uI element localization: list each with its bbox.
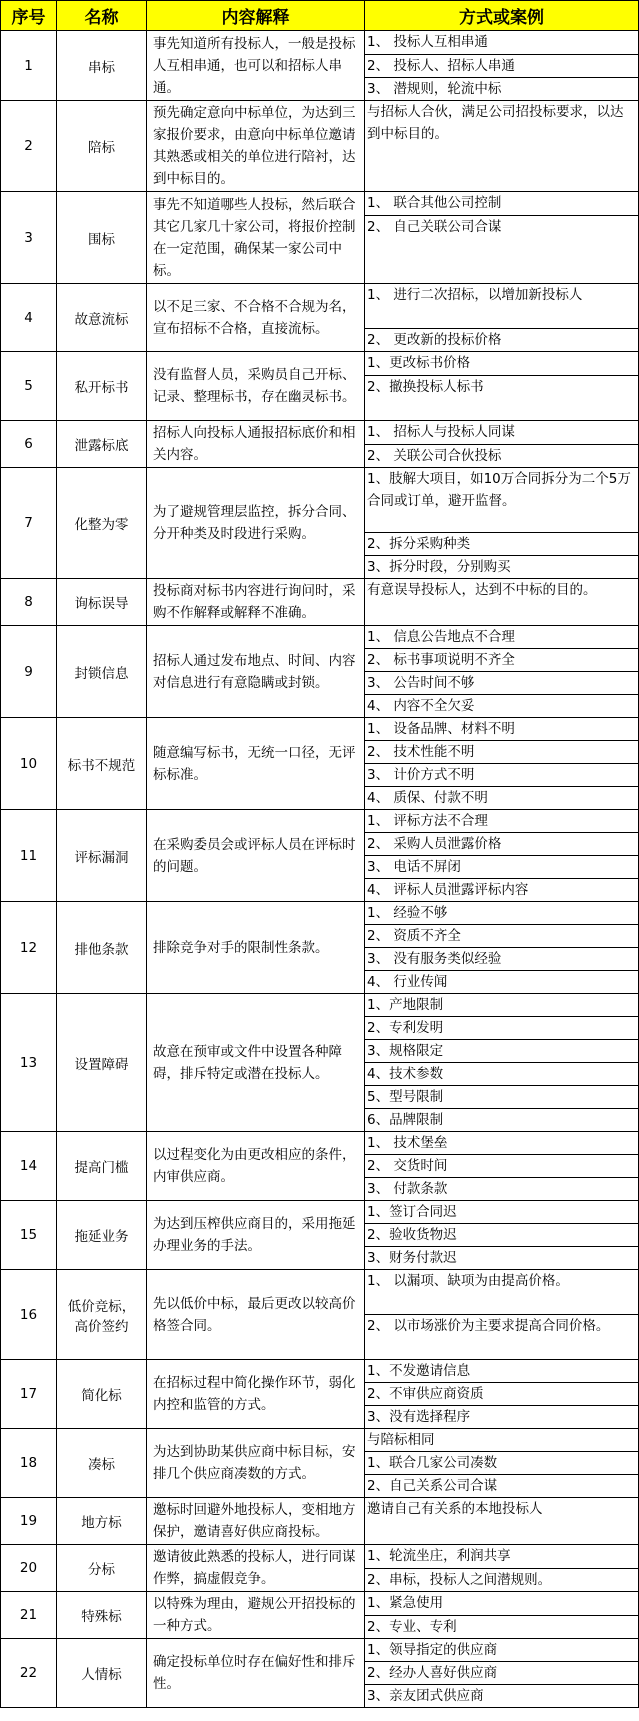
row-number: 18 <box>1 1429 57 1498</box>
table-row <box>1 31 639 55</box>
row-method-cell <box>365 1475 639 1498</box>
row-method: 1、 进行二次招标，以增加新投标人 <box>367 287 583 303</box>
row-method-cell <box>365 352 639 376</box>
row-method: 3、 公告时间不够 <box>367 675 475 691</box>
row-explanation-cell <box>147 1498 365 1545</box>
row-number: 20 <box>1 1545 57 1592</box>
row-method: 2、 技术性能不明 <box>367 744 475 760</box>
row-explanation: 招标人通过发布地点、时间、内容对信息进行有意隐瞒或封锁。 <box>153 652 356 691</box>
row-explanation: 故意在预审或文件中设置各种障碍，排斥特定或潜在投标人。 <box>153 1043 342 1082</box>
row-method: 2、 更改新的投标价格 <box>367 332 502 348</box>
row-number: 10 <box>1 718 57 810</box>
row-method: 6、品牌限制 <box>367 1112 444 1128</box>
row-explanation: 在采购委员会或评标人员在评标时的问题。 <box>153 836 356 875</box>
row-method: 2、专业、专利 <box>367 1618 457 1635</box>
row-method-cell <box>365 649 639 672</box>
row-method-cell <box>365 1429 639 1452</box>
row-method-cell <box>365 1662 639 1685</box>
row-method: 1、 信息公告地点不合理 <box>367 629 515 645</box>
row-method-cell <box>365 192 639 216</box>
row-method-cell <box>365 1315 639 1360</box>
row-explanation-cell <box>147 192 365 284</box>
header-methods: 方式或案例 <box>365 1 639 31</box>
row-explanation-cell <box>147 284 365 352</box>
row-number: 15 <box>1 1201 57 1270</box>
row-method: 邀请自己有关系的本地投标人 <box>367 1501 543 1517</box>
row-method: 2、自己关系公司合谋 <box>367 1478 498 1494</box>
row-name: 人情标 <box>57 1639 147 1708</box>
row-method: 1、 招标人与投标人同谋 <box>367 424 515 440</box>
row-method: 1、 设备品牌、材料不明 <box>367 721 515 737</box>
row-method: 5、型号限制 <box>367 1089 444 1105</box>
row-number: 12 <box>1 902 57 994</box>
row-explanation: 排除竞争对手的限制性条款。 <box>153 939 329 956</box>
row-name: 标书不规范 <box>57 718 147 810</box>
header-row <box>1 1 639 31</box>
row-name: 凑标 <box>57 1429 147 1498</box>
row-method: 3、拆分时段，分别购买 <box>367 559 511 575</box>
row-explanation-cell <box>147 579 365 626</box>
row-explanation: 随意编写标书，无统一口径，无评标标准。 <box>153 744 356 783</box>
row-method: 2、 投标人、招标人串通 <box>367 58 515 74</box>
row-method-cell <box>365 579 639 626</box>
row-method: 1、 评标方法不合理 <box>367 813 488 829</box>
row-explanation-cell <box>147 1132 365 1201</box>
row-number: 6 <box>1 421 57 468</box>
header-name: 名称 <box>57 1 147 31</box>
row-method-cell <box>365 879 639 902</box>
row-name: 排他条款 <box>57 902 147 994</box>
row-method-cell <box>365 329 639 352</box>
row-method: 2、串标，投标人之间潜规则。 <box>367 1571 552 1588</box>
row-name: 询标误导 <box>57 579 147 626</box>
row-method: 2、验收货物迟 <box>367 1227 457 1243</box>
table-row <box>1 1201 639 1224</box>
row-explanation-cell <box>147 718 365 810</box>
row-explanation: 为达到压榨供应商目的，采用拖延办理业务的手法。 <box>153 1216 356 1254</box>
row-name: 封锁信息 <box>57 626 147 718</box>
row-method-cell <box>365 1498 639 1545</box>
row-method: 1、轮流坐庄，利润共享 <box>367 1548 511 1564</box>
row-method: 1、 以漏项、缺项为由提高价格。 <box>367 1273 569 1289</box>
row-method-cell <box>365 78 639 101</box>
row-method-cell <box>365 1383 639 1406</box>
row-method: 1、领导指定的供应商 <box>367 1642 498 1658</box>
row-explanation-cell <box>147 626 365 718</box>
row-method: 2、拆分采购种类 <box>367 536 471 552</box>
row-name: 提高门槛 <box>57 1132 147 1201</box>
row-explanation: 没有监督人员，采购员自己开标、记录、整理标书，存在幽灵标书。 <box>153 367 356 405</box>
row-name: 地方标 <box>57 1498 147 1545</box>
row-method-cell <box>365 1592 639 1616</box>
table-row <box>1 1429 639 1452</box>
row-method: 1、紧急使用 <box>367 1595 444 1611</box>
row-explanation: 以不足三家、不合格不合规为名，宣布招标不合格，直接流标。 <box>153 298 356 337</box>
row-method-cell <box>365 376 639 421</box>
row-method: 3、亲友团式供应商 <box>367 1688 484 1704</box>
header-number: 序号 <box>1 1 57 31</box>
table-row <box>1 1270 639 1315</box>
row-method-cell <box>365 1406 639 1429</box>
row-number: 2 <box>1 101 57 192</box>
row-explanation: 邀标时回避外地投标人，变相地方保护，邀请喜好供应商投标。 <box>153 1502 356 1540</box>
row-method-cell <box>365 626 639 649</box>
row-method: 2、 关联公司合伙投标 <box>367 447 502 464</box>
row-method-cell <box>365 1247 639 1270</box>
row-explanation-cell <box>147 1429 365 1498</box>
row-explanation: 投标商对标书内容进行询问时，采购不作解释或解释不准确。 <box>153 583 356 621</box>
row-method-cell <box>365 787 639 810</box>
table-row <box>1 101 639 192</box>
row-method-cell <box>365 1545 639 1569</box>
row-name: 陪标 <box>57 101 147 192</box>
row-method-cell <box>365 1155 639 1178</box>
row-number: 21 <box>1 1592 57 1639</box>
table-row <box>1 626 639 649</box>
row-explanation-cell <box>147 1270 365 1360</box>
row-method-cell <box>365 216 639 284</box>
row-name: 私开标书 <box>57 352 147 421</box>
row-explanation-cell <box>147 468 365 579</box>
row-method: 2、 资质不齐全 <box>367 928 461 944</box>
row-method: 4、 质保、付款不明 <box>367 790 488 806</box>
row-method: 有意误导投标人，达到不中标的目的。 <box>367 582 597 598</box>
row-method-cell <box>365 1685 639 1708</box>
row-method-cell <box>365 925 639 948</box>
row-method: 2、经办人喜好供应商 <box>367 1665 498 1681</box>
row-explanation-cell <box>147 902 365 994</box>
row-method-cell <box>365 948 639 971</box>
row-name: 围标 <box>57 192 147 284</box>
table-row <box>1 352 639 376</box>
row-explanation-cell <box>147 101 365 192</box>
row-explanation: 为达到协助某供应商中标目标，安排几个供应商凑数的方式。 <box>153 1444 356 1482</box>
row-method-cell <box>365 971 639 994</box>
table-row <box>1 421 639 445</box>
row-method-cell <box>365 1270 639 1315</box>
row-method-cell <box>365 833 639 856</box>
row-method-cell <box>365 444 639 468</box>
table-row <box>1 579 639 626</box>
row-method: 3、财务付款迟 <box>367 1250 457 1266</box>
table-row <box>1 718 639 741</box>
row-method-cell <box>365 902 639 925</box>
table-row <box>1 468 639 533</box>
row-method: 与陪标相同 <box>367 1432 435 1448</box>
table-row <box>1 1498 639 1545</box>
row-explanation: 以特殊为理由，避规公开招投标的一种方式。 <box>153 1596 356 1634</box>
row-number: 7 <box>1 468 57 579</box>
row-number: 19 <box>1 1498 57 1545</box>
row-number: 11 <box>1 810 57 902</box>
row-method-cell <box>365 1132 639 1155</box>
row-method-cell <box>365 468 639 533</box>
row-explanation-cell <box>147 352 365 421</box>
row-name: 简化标 <box>57 1360 147 1429</box>
row-number: 22 <box>1 1639 57 1708</box>
row-method: 2、 以市场涨价为主要求提高合同价格。 <box>367 1318 610 1334</box>
row-method: 1、更改标书价格 <box>367 355 471 371</box>
row-name: 拖延业务 <box>57 1201 147 1270</box>
table-row <box>1 1592 639 1616</box>
row-explanation-cell <box>147 1639 365 1708</box>
row-method: 4、 行业传闻 <box>367 974 448 990</box>
header-explanation: 内容解释 <box>147 1 365 31</box>
row-number: 14 <box>1 1132 57 1201</box>
row-method-cell <box>365 1639 639 1662</box>
row-name: 分标 <box>57 1545 147 1592</box>
row-name: 特殊标 <box>57 1592 147 1639</box>
row-method: 2、 自己关联公司合谋 <box>367 219 502 235</box>
table-row <box>1 810 639 833</box>
row-method-cell <box>365 1178 639 1201</box>
row-method-cell <box>365 1017 639 1040</box>
row-explanation-cell <box>147 31 365 101</box>
table-body <box>1 31 639 1708</box>
row-method-cell <box>365 1063 639 1086</box>
row-number: 16 <box>1 1270 57 1360</box>
row-method: 3、 计价方式不明 <box>367 767 475 783</box>
row-method-cell <box>365 1452 639 1475</box>
row-explanation-cell <box>147 1592 365 1639</box>
row-method-cell <box>365 1040 639 1063</box>
row-explanation: 事先知道所有投标人，一般是投标人互相串通，也可以和招标人串通。 <box>153 35 356 96</box>
row-method: 3、 没有服务类似经验 <box>367 951 502 967</box>
row-explanation-cell <box>147 1201 365 1270</box>
row-method-cell <box>365 741 639 764</box>
row-method-cell <box>365 1360 639 1383</box>
row-explanation: 事先不知道哪些人投标，然后联合其它几家几十家公司，将报价控制在一定范围，确保某一家公司中标。 <box>153 196 356 279</box>
row-method: 2、 标书事项说明不齐全 <box>367 652 515 668</box>
row-number: 13 <box>1 994 57 1132</box>
row-method: 3、规格限定 <box>367 1043 444 1059</box>
row-number: 9 <box>1 626 57 718</box>
row-number: 1 <box>1 31 57 101</box>
table-row <box>1 1132 639 1155</box>
row-number: 17 <box>1 1360 57 1429</box>
table-row <box>1 1639 639 1662</box>
row-method-cell <box>365 1109 639 1132</box>
row-method-cell <box>365 994 639 1017</box>
row-explanation: 为了避规管理层监控，拆分合同、分开种类及时段进行采购。 <box>153 504 356 542</box>
row-name: 串标 <box>57 31 147 101</box>
row-explanation: 先以低价中标，最后更改以较高价格签合同。 <box>153 1295 356 1334</box>
row-method: 1、 联合其他公司控制 <box>367 195 502 211</box>
row-method: 1、签订合同迟 <box>367 1204 457 1220</box>
row-method: 与招标人合伙，满足公司招投标要求，以达到中标目的。 <box>367 104 624 142</box>
row-name: 泄露标底 <box>57 421 147 468</box>
table-row <box>1 902 639 925</box>
row-method-cell <box>365 672 639 695</box>
row-explanation-cell <box>147 421 365 468</box>
row-method: 1、不发邀请信息 <box>367 1363 471 1379</box>
row-explanation: 预先确定意向中标单位，为达到三家报价要求，由意向中标单位邀请其熟悉或相关的单位进行陪衬，达到中标目的。 <box>153 105 356 187</box>
row-method: 4、 内容不全欠妥 <box>367 698 475 714</box>
row-name: 设置障碍 <box>57 994 147 1132</box>
row-method: 1、 投标人互相串通 <box>367 34 488 50</box>
row-explanation-cell <box>147 994 365 1132</box>
row-explanation: 招标人向投标人通报招标底价和相关内容。 <box>153 425 356 463</box>
row-method: 3、 付款条款 <box>367 1181 448 1197</box>
row-method: 2、 采购人员泄露价格 <box>367 836 502 852</box>
row-name: 故意流标 <box>57 284 147 352</box>
row-method-cell <box>365 55 639 78</box>
table-row <box>1 1545 639 1569</box>
row-method: 1、肢解大项目，如10万合同拆分为二个5万合同或订单，避开监督。 <box>367 471 631 509</box>
row-method-cell <box>365 1201 639 1224</box>
row-method-cell <box>365 1224 639 1247</box>
row-explanation: 确定投标单位时存在偏好性和排斥性。 <box>153 1654 356 1692</box>
row-method: 2、 交货时间 <box>367 1158 448 1174</box>
row-name: 评标漏洞 <box>57 810 147 902</box>
table-row <box>1 192 639 216</box>
row-method: 4、 评标人员泄露评标内容 <box>367 882 529 898</box>
row-method: 1、联合几家公司凑数 <box>367 1455 498 1471</box>
row-method-cell <box>365 556 639 579</box>
row-method-cell <box>365 764 639 787</box>
row-method: 2、不审供应商资质 <box>367 1386 484 1402</box>
row-method-cell <box>365 284 639 329</box>
row-number: 4 <box>1 284 57 352</box>
row-method-cell <box>365 421 639 445</box>
row-method-cell <box>365 810 639 833</box>
row-number: 3 <box>1 192 57 284</box>
row-method: 3、没有选择程序 <box>367 1409 471 1425</box>
row-method-cell <box>365 533 639 556</box>
row-name: 低价竞标， 高价签约 <box>57 1270 147 1360</box>
row-explanation-cell <box>147 810 365 902</box>
row-explanation: 以过程变化为由更改相应的条件，内审供应商。 <box>153 1147 356 1185</box>
row-explanation: 在招标过程中简化操作环节，弱化内控和监管的方式。 <box>153 1375 356 1413</box>
table-row <box>1 1360 639 1383</box>
row-explanation-cell <box>147 1360 365 1429</box>
row-number: 8 <box>1 579 57 626</box>
row-method: 3、 电话不屏闭 <box>367 859 461 875</box>
row-method-cell <box>365 1615 639 1639</box>
row-method: 2、专利发明 <box>367 1020 444 1036</box>
row-method-cell <box>365 856 639 879</box>
row-method: 3、 潜规则，轮流中标 <box>367 81 502 97</box>
row-method: 4、技术参数 <box>367 1066 444 1082</box>
row-method-cell <box>365 1568 639 1592</box>
row-explanation: 邀请彼此熟悉的投标人，进行同谋作弊，搞虚假竞争。 <box>153 1549 356 1587</box>
row-method-cell <box>365 718 639 741</box>
table-row <box>1 284 639 329</box>
row-explanation-cell <box>147 1545 365 1592</box>
row-method-cell <box>365 101 639 192</box>
row-method: 1、 技术堡垒 <box>367 1135 448 1151</box>
row-method: 2、撤换投标人标书 <box>367 379 484 395</box>
row-method-cell <box>365 1086 639 1109</box>
row-method-cell <box>365 31 639 55</box>
row-method: 1、产地限制 <box>367 997 444 1013</box>
row-method: 1、 经验不够 <box>367 905 448 921</box>
row-number: 5 <box>1 352 57 421</box>
table-row <box>1 994 639 1017</box>
row-name: 化整为零 <box>57 468 147 579</box>
row-method-cell <box>365 695 639 718</box>
